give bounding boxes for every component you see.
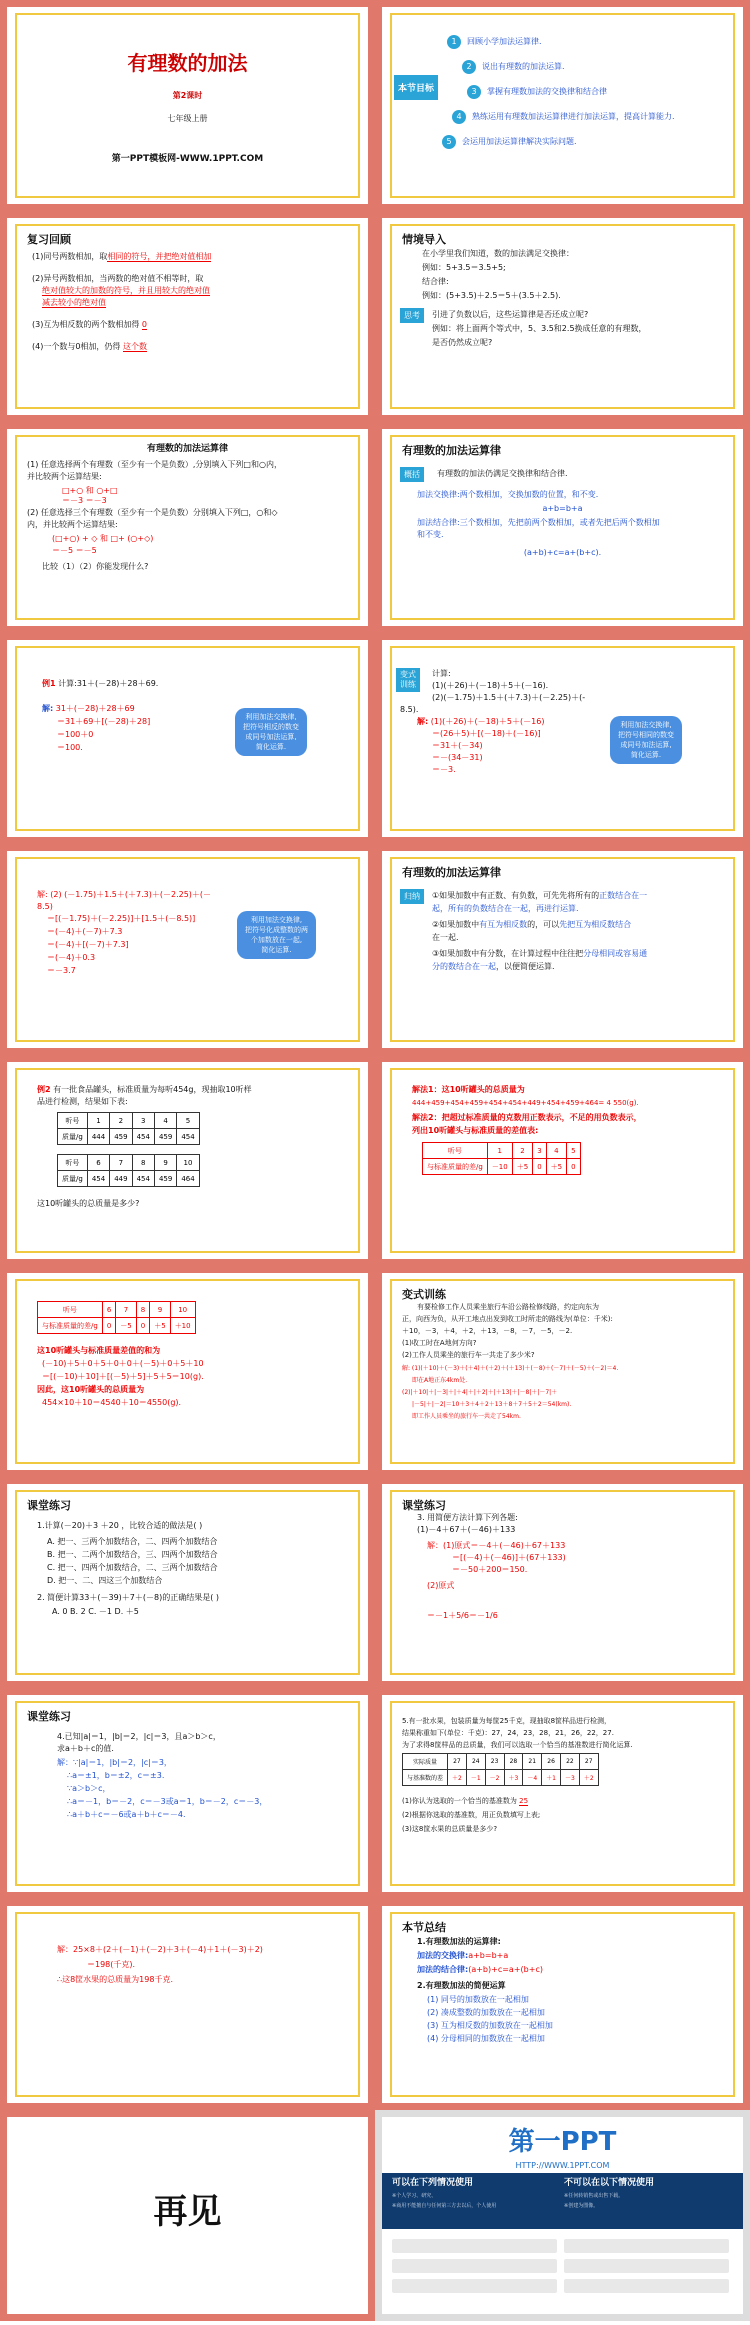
slide-heading: 有理数的加法运算律 [402, 444, 501, 457]
link-list-right [564, 2259, 729, 2273]
goal-number: 1 [447, 35, 461, 49]
hint-bubble: 利用加法交换律, 把符号相同的数变 成同号加法运算, 简化运算. [610, 716, 682, 764]
slide-heading: 复习回顾 [27, 233, 71, 246]
site-label: 第一PPT模板网-WWW.1PPT.COM [111, 154, 264, 164]
hint-bubble: 利用加法交换律, 把符号相反的数变 成同号加法运算, 简化运算. [235, 708, 307, 756]
lesson-title: 有理数的加法 [127, 51, 248, 75]
slide-template-info [375, 2110, 750, 2321]
slide-heading: 本节总结 [402, 1921, 446, 1934]
link-list-left [392, 2259, 557, 2273]
goal-item: 会运用加法运算律解决实际问题. [462, 137, 577, 146]
slide-practice-4: 5.有一批水果，包装质量为每筐25千克，现抽取8筐样品进行检测， 结果称重如下(单位：千克)：27，24，23，28，21，26，22，27. 为了求得8筐样品的总质量，我们可以选取一个恰当的基准数进行简化运算. 实际质量 27 24 23 28 21 26 22 27 与基准数的差 ＋2 －1 －2 ＋3 －4 ＋1 －3 ＋2 (1)你认为选取的一个恰当的基准数为 25 (2)根据你选取的基准数，用正负数填写上表; (3)这8筐水果的总质量是多少? [375, 1688, 750, 1899]
slide-title [0, 0, 375, 211]
review-rule-2: (2)异号两数相加，当两数的绝对值不相等时，取 [32, 274, 204, 283]
goal-number: 4 [452, 110, 466, 124]
think-tag: 思考 [400, 308, 424, 323]
slide-heading: 课堂练习 [27, 1710, 71, 1723]
goal-item: 掌握有理数加法的交换律和结合律 [487, 87, 607, 96]
goal-item: 说出有理数的加法运算. [482, 62, 565, 71]
weight-table-1: 听号 1 2 3 4 5 质量/g 444 459 454 459 454 [57, 1112, 200, 1145]
slide-variant-2: 解: (2) (－1.75)＋1.5＋(＋7.3)＋(－2.25)＋(－ 8.5) ＝[(－1.75)＋(－2.25)]＋[1.5＋(－8.5)] ＝(－4)＋(－7)＋7.3 ＝(－4)＋[(－7)＋7.3] ＝(－4)＋0.3 ＝－3.7 利用加法交换律, 把符号化成整数的两 个加数放在一起, 简化运算. [0, 844, 375, 1055]
slide-solution-5: 解：25×8＋(2＋(－1)＋(－2)＋3＋(－4)＋1＋(－3)＋2) ＝198(千克). ∴这8筐水果的总质量为198千克. [0, 1899, 375, 2110]
goal-number: 3 [467, 85, 481, 99]
slide-heading: 情境导入 [402, 233, 446, 246]
slide-heading: 有理数的加法运算律 [402, 866, 501, 879]
slide-heading: 课堂练习 [27, 1499, 71, 1512]
goal-item: 熟练运用有理数加法运算律进行加法运算，提高计算能力. [472, 112, 675, 121]
hint-bubble: 利用加法交换律, 把符号化成整数的两 个加数放在一起, 简化运算. [237, 911, 316, 959]
goal-number: 2 [462, 60, 476, 74]
slide-induction: 有理数的加法运算律 归纳 ①如果加数中有正数、有负数，可先先将所有的正数结合在一 起，所有的负数结合在一起，再进行运算. ②如果加数中有互为相反数的，可以先把互为相反数结合 在一起. ③如果加数中有分数，在计算过程中往往把分母相同或容易通 分的数结合在一起，以便简便运算. [375, 844, 750, 1055]
link-list-left [392, 2239, 557, 2253]
fruit-table: 实际质量 27 24 23 28 21 26 22 27 与基准数的差 ＋2 －1 －2 ＋3 －4 ＋1 －3 ＋2 [402, 1753, 599, 1786]
goal-item: 回顾小学加法运算律. [467, 37, 542, 46]
slide-summary: 本节总结 1.有理数加法的运算律: 加法的交换律:a+b=b+a 加法的结合律:(a+b)+c=a+(b+c) 2.有理数加法的简便运算 (1) 同号的加数放在一起相加 (2) 凑成整数的加数放在一起相加 (3) 互为相反数的加数放在一起相加 (4) 分母相同的加数放在一起相加 [375, 1899, 750, 2110]
slide-example-1: 例1 计算:31＋(－28)＋28＋69. 解: 31＋(－28)＋28＋69 ＝31＋69＋[(－28)＋28] ＝100＋0 ＝100. 利用加法交换律, 把符号相反的数变 成同号加法运算, 简化运算. [0, 633, 375, 844]
slide-goodbye [0, 2110, 375, 2321]
slide-practice-2: 课堂练习 3. 用简便方法计算下列各题: (1)－4＋67＋(－46)＋133 解：(1)原式＝－4＋(－46)＋67＋133 ＝[(－4)＋(－46)]＋(67＋133) ＝－50＋200＝150. (2)原式 ＝－1＋5/6＝－1/6 [375, 1477, 750, 1688]
goal-number: 5 [442, 135, 456, 149]
lesson-subtitle: 第2课时 [172, 91, 203, 100]
slide-variant-3: 变式训练 有要检修工作人员乘坐旅行车沿公路检修线路，约定向东为 正，向西为负，从开工地点出发到收工时所走的路线为(单位：千米): ＋10，－3，＋4，＋2，＋13，－8，－7，－5，－2. (1)收工时在A地何方向? (2)工作人员乘坐的旅行车一共走了多少米? 解: (1)(＋10)＋(－3)＋(＋4)＋(＋2)＋(＋13)＋(－8)＋(－7)＋(－5)＋(－2)＝4. 即在A地正东4km处. (2)|＋10|＋|－3|＋|＋4|＋|＋2|＋|＋13|＋|－8|＋|－7|＋ |－5|＋|－2|＝10＋3＋4＋2＋13＋8＋7＋5＋2＝54(km). 即工作人员乘坐的旅行车一共走了54km. [375, 1266, 750, 1477]
slide-law-explore: 有理数的加法运算律 (1) 任意选择两个有理数（至少有一个是负数）,分别填入下列□和○内， 并比较两个运算结果: □+○ 和 ○+□ ＝－3 ＝－3 (2) 任意选择三个有理数（至少有一个是负数）分别填入下列□，○和◇ 内，并比较两个运算结果: (□+○) + ◇ 和 □+ (○+◇) ＝－5 ＝－5 比较（1）（2）你能发现什么? [0, 422, 375, 633]
info-band: 可以在下列情况使用 ※个人学习、研究、 ※商用不能擅自与任何第三方去以后，个人使用 不可以在以下情况使用 ※任何转销售或出售下载。 ※创建为图像。 [382, 2173, 743, 2229]
diff-table-2: 听号 6 7 8 9 10 与标准质量的差/g 0 －5 0 ＋5 ＋10 [37, 1301, 196, 1334]
link-list-right [564, 2239, 729, 2253]
slide-solution-2: 解法1：这10听罐头的总质量为 444+459+454+459+454+454+449+454+459+464= 4 550(g). 解法2：把超过标准质量的克数用正数表示，不足的用负数表示， 列出10听罐头与标准质量的差值表: 听号 1 2 3 4 5 与标准质量的差/g －10 ＋5 0 ＋5 0 [375, 1055, 750, 1266]
goals-badge: 本节目标 [394, 75, 438, 100]
grade-label: 七年级上册 [167, 114, 208, 123]
diff-table-1: 听号 1 2 3 4 5 与标准质量的差/g －10 ＋5 0 ＋5 0 [422, 1142, 581, 1175]
slide-practice-3: 课堂练习 4.已知|a|＝1，|b|＝2，|c|＝3，且a＞b＞c， 求a＋b＋c的值. 解：∵|a|＝1，|b|＝2，|c|＝3， ∴a＝±1，b＝±2，c＝±3. ∵a＞b＞c， ∴a＝－1，b＝－2，c＝－3或a＝1，b＝－2，c＝－3， ∴a＋b＋c＝－6或a＋b＋c＝－4. [0, 1688, 375, 1899]
slide-intro: 情境导入 在小学里我们知道，数的加法满足交换律： 例如：5+3.5＝3.5+5; 结合律: 例如：(5+3.5)＋2.5＝5＋(3.5＋2.5). 思考 引进了负数以后，这些运算律是否还成立呢? 例如：将上面两个等式中，5、3.5和2.5换成任意的有理数， 是否仍然成立呢? [375, 211, 750, 422]
slide-variant: 变式 训练 计算: (1)(＋26)＋(－18)＋5＋(－16). (2)(－1.75)＋1.5＋(＋7.3)＋(－2.25)＋(- 8.5). 解: (1)(＋26)＋(－18)＋5＋(－16) ＝(26＋5)＋[(－18)＋(－16)] ＝31＋(－34) ＝－(34－31) ＝－3. 利用加法交换律, 把符号相同的数变 成同号加法运算, 简化运算. [375, 633, 750, 844]
induction-tag: 归纳 [400, 889, 424, 904]
link-list-left [392, 2279, 557, 2293]
slide-practice-1: 课堂练习 1.计算(－20)＋3 ＋20 ，比较合适的做法是( ) A. 把一、三两个加数结合，二、四两个加数结合 B. 把一、二两个加数结合，三、四两个加数结合 C. 把一、四两个加数结合，二、三两个加数结合 D. 把一、二、四这三个加数结合 2. 简便计算33＋(－39)＋7＋(－8)的正确结果是( ) A. 0 B. 2 C. －1 D. ＋5 [0, 1477, 375, 1688]
link-list-right [564, 2279, 729, 2293]
slide-example-2: 例2 有一批食品罐头，标准质量为每听454g，现抽取10听样 品进行检测，结果如下表: 听号 1 2 3 4 5 质量/g 444 459 454 459 454 听号 6 7 8 9 10 质量/g 454 449 454 459 464 这10听罐头的总质量是多少? [0, 1055, 375, 1266]
logo-url: HTTP://WWW.1PPT.COM [515, 2161, 610, 2170]
goodbye-text: 再见 [153, 2192, 222, 2232]
slide-review: 复习回顾 (1)同号两数相加，取相同的符号，并把绝对值相加 (2)异号两数相加，当两数的绝对值不相等时，取 绝对值较大的加数的符号，并且用较大的绝对值 减去较小的绝对值 (3)互为相反数的两个数相加得 0 (4)一个数与0相加，仍得 这个数 [0, 211, 375, 422]
slide-heading: 变式训练 [402, 1288, 446, 1301]
summary-tag: 概括 [400, 467, 424, 482]
weight-table-2: 听号 6 7 8 9 10 质量/g 454 449 454 459 464 [57, 1154, 200, 1187]
slide-heading: 课堂练习 [402, 1499, 446, 1512]
slide-solution-2b: 听号 6 7 8 9 10 与标准质量的差/g 0 －5 0 ＋5 ＋10 这10听罐头与标准质量差值的和为 (－10)＋5＋0＋5＋0＋0＋(－5)＋0＋5＋10 ＝[(－10)＋10]＋[(－5)＋5]＋5＋5＝10(g). 因此，这10听罐头的总质量为 454×10＋10＝4540＋10＝4550(g). [0, 1266, 375, 1477]
logo-text: 第一PPT [508, 2127, 617, 2157]
slide-goals [375, 0, 750, 211]
slide-law-summary: 有理数的加法运算律 概括 有理数的加法仍满足交换律和结合律. 加法交换律:两个数相加，交换加数的位置，和不变. a+b=b+a 加法结合律:三个数相加，先把前两个数相加，或者先把后两个数相加 和不变. (a+b)+c=a+(b+c). [375, 422, 750, 633]
